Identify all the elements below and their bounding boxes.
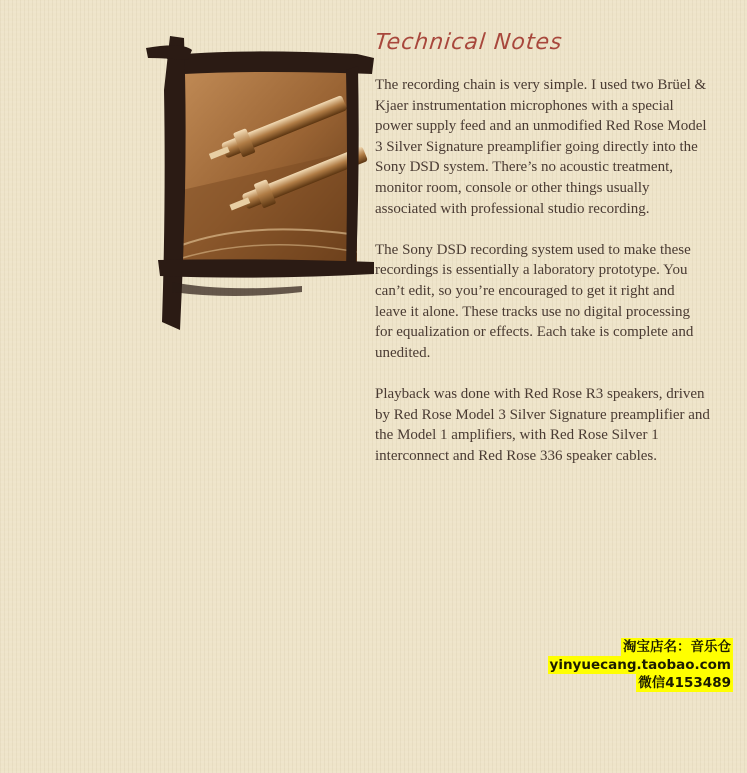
watermark-wechat: 微信4153489 xyxy=(638,675,731,691)
page-title: Technical Notes xyxy=(373,30,564,55)
paragraph-dsd-system: The Sony DSD recording system used to make these recordings is essentially a laboratory prototype. You can’t edit, so you’re encouraged to get it right and leave it alone. These tracks use no digital processing for equalization or effects. Each take is complete and unedited. xyxy=(375,241,694,361)
shop-watermark xyxy=(548,638,733,692)
microphone-photo xyxy=(142,30,377,335)
technical-notes-body xyxy=(375,75,710,487)
paragraph-recording-chain: The recording chain is very simple. I used two Brüel & Kjaer instrumentation microphones with a special power supply feed and an unmodified Red Rose Model 3 Silver Signature preamplifier going directly into the Sony DSD system. There’s no acoustic treatment, monitor room, console or other things usually associated with professional studio recording. xyxy=(375,77,707,217)
watermark-shop-name: 淘宝店名：音乐仓 xyxy=(623,639,731,655)
watermark-url: yinyuecang.taobao.com xyxy=(549,657,731,673)
paragraph-playback: Playback was done with Red Rose R3 speakers, driven by Red Rose Model 3 Silver Signature preamplifier and the Model 1 amplifiers, with Red Rose Silver 1 interconnect and Red Rose 336 speaker cables. xyxy=(375,385,710,464)
